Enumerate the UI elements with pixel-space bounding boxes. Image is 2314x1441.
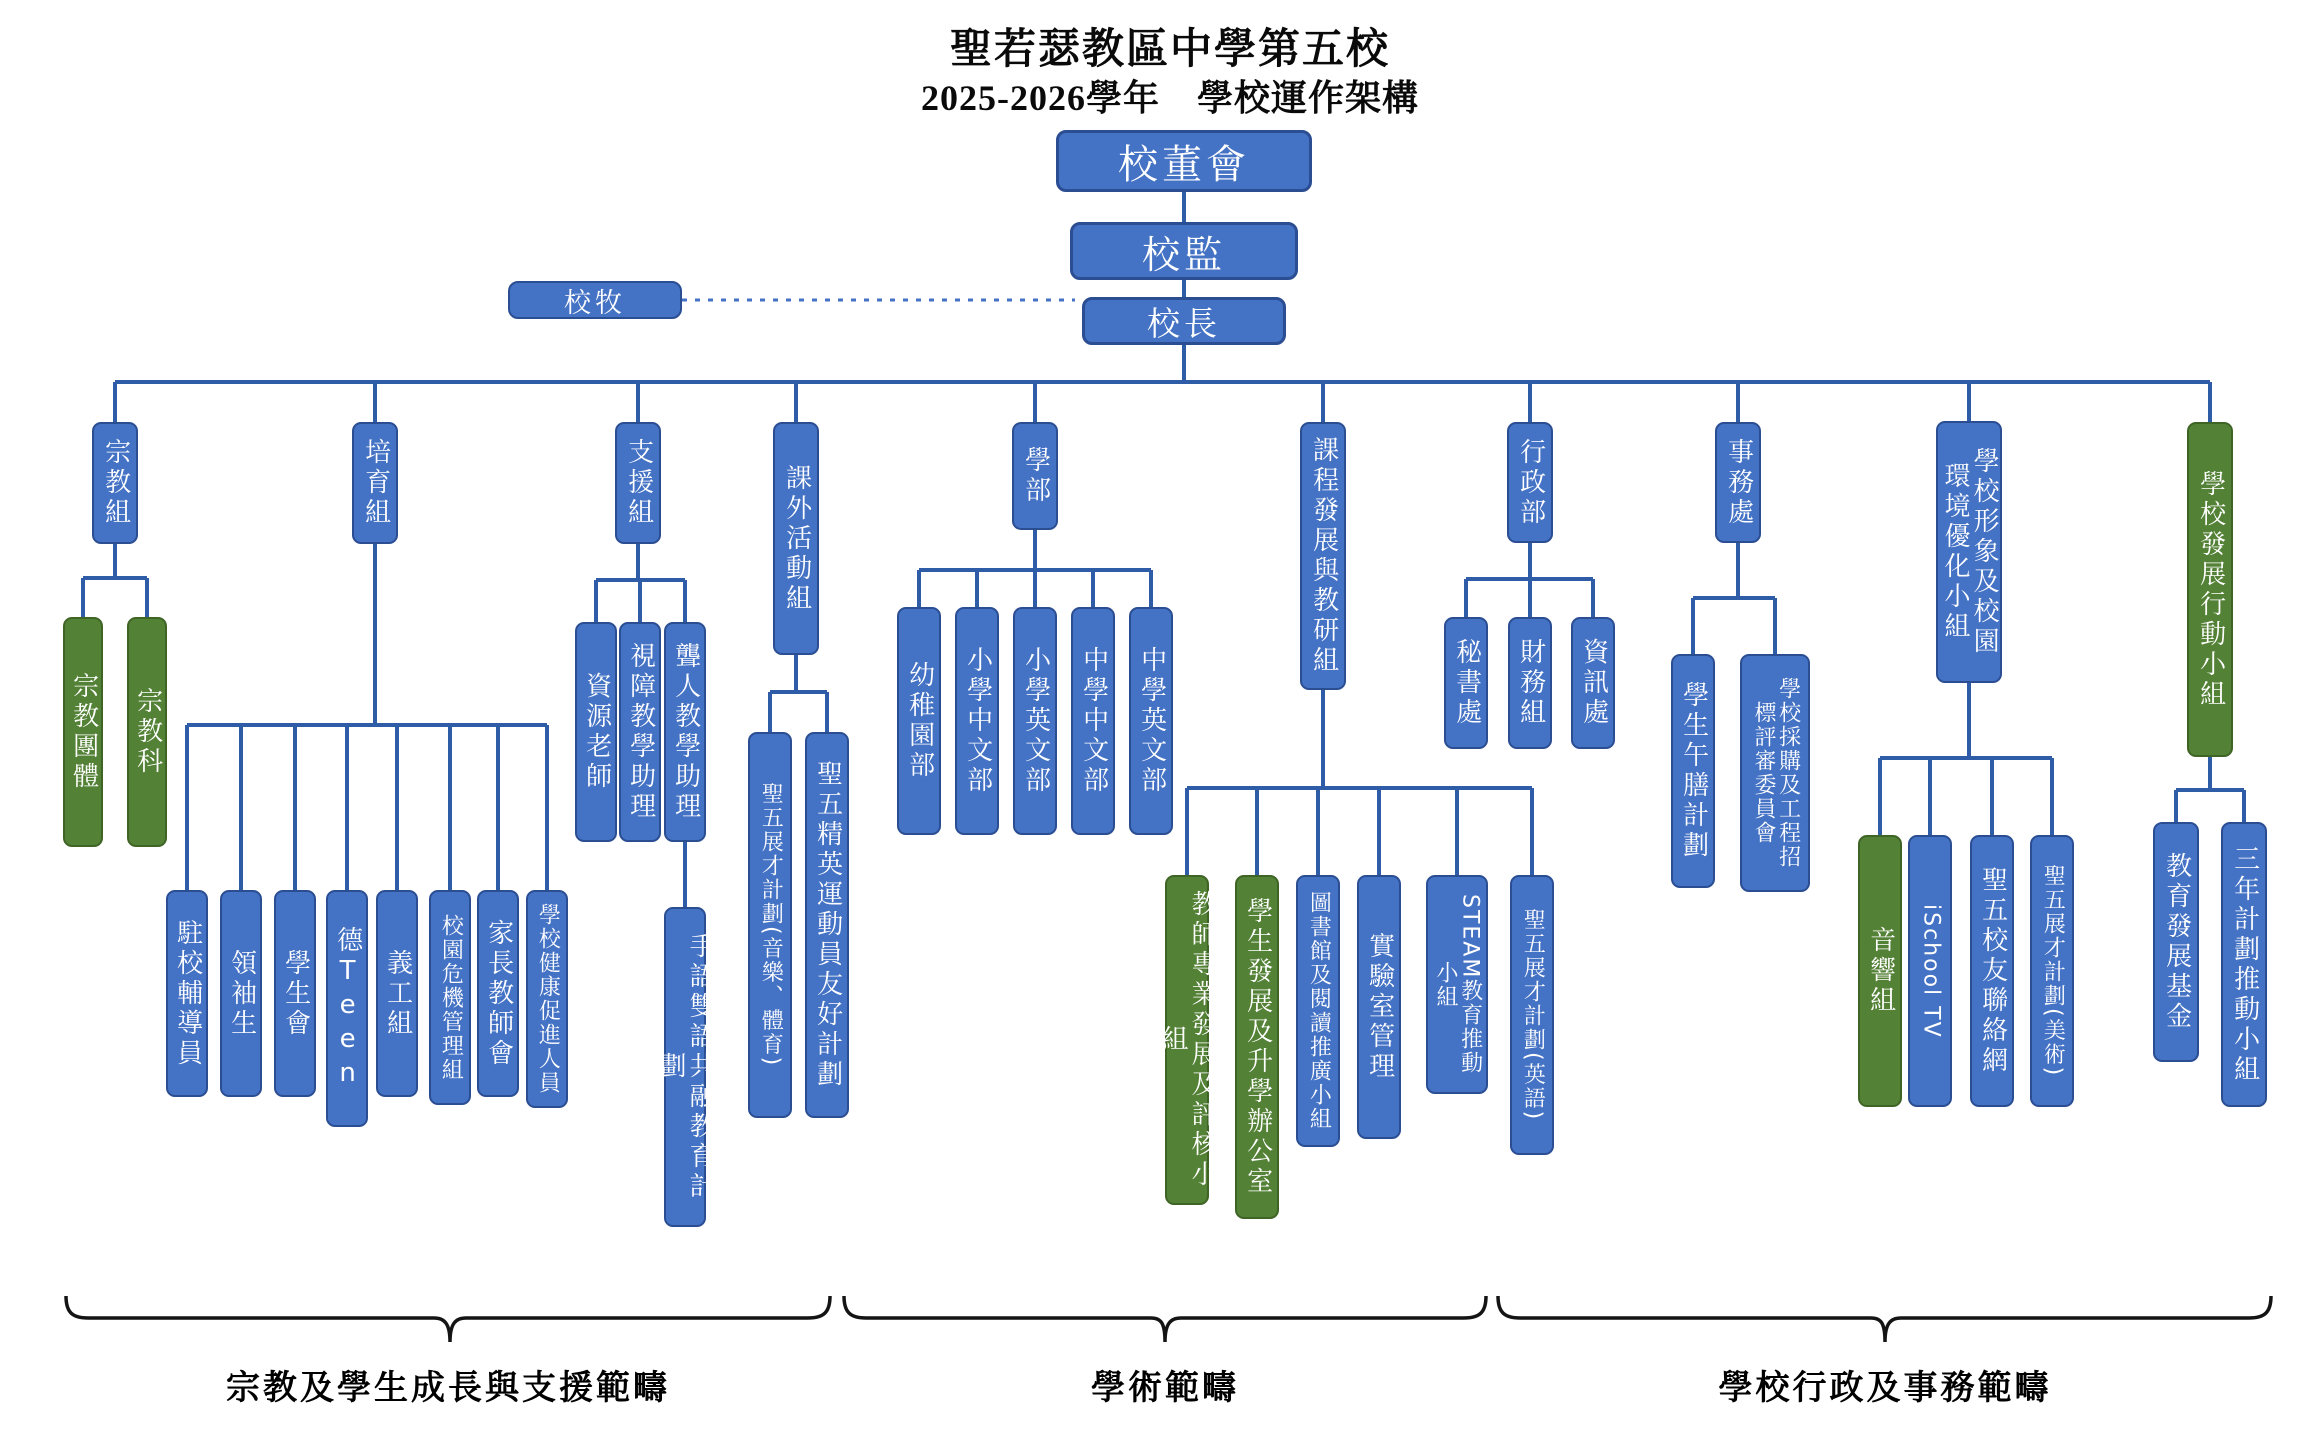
node-primary-english: 小學英文部 — [1013, 607, 1057, 835]
node-de-teen: 德Teen — [326, 890, 368, 1127]
zone-label-admin-affairs: 學校行政及事務範疇 — [1718, 1368, 2052, 1408]
node-education-fund: 教育發展基金 — [2153, 822, 2199, 1062]
node-pta: 家長教師會 — [477, 890, 519, 1097]
node-talent-music-pe: 聖五展才計劃(音樂、體育) — [748, 732, 792, 1118]
page-title: 聖若瑟教區中學第五校 — [949, 27, 1390, 73]
node-lunch-scheme: 學生午膳計劃 — [1671, 654, 1715, 888]
node-kindergarten: 幼稚園部 — [897, 607, 941, 835]
node-student-union: 學生會 — [274, 890, 316, 1097]
node-religious-studies: 宗教科 — [127, 617, 167, 847]
branch-admin: 行政部 — [1507, 422, 1553, 543]
node-talent-english: 聖五展才計劃(英語) — [1510, 875, 1554, 1155]
node-audio-team: 音響組 — [1858, 835, 1902, 1107]
branch-curriculum: 課程發展與教研組 — [1300, 422, 1346, 690]
zone-brackets — [66, 1296, 2271, 1342]
page-subtitle: 2025-2026學年 學校運作架構 — [921, 78, 1419, 118]
node-steam-education: STEAM教育推動小組 — [1426, 875, 1488, 1094]
branch-religious: 宗教組 — [92, 422, 138, 544]
node-ischool-tv: iSchool TV — [1908, 835, 1952, 1107]
node-library-reading: 圖書館及閱讀推廣小組 — [1296, 875, 1340, 1147]
node-resource-teacher: 資源老師 — [575, 622, 617, 842]
branch-general-affairs: 事務處 — [1715, 422, 1761, 543]
node-procurement-committee: 學校採購及工程招標評審委員會 — [1740, 654, 1810, 892]
node-primary-chinese: 小學中文部 — [955, 607, 999, 835]
node-teacher-development: 教師專業發展及評核小組 — [1165, 875, 1209, 1205]
node-school-counsellor: 駐校輔導員 — [166, 890, 208, 1097]
node-student-development-office: 學生發展及升學辦公室 — [1235, 875, 1279, 1219]
node-religious-bodies: 宗教團體 — [63, 617, 103, 847]
branch-development-action: 學校發展行動小組 — [2187, 422, 2233, 757]
node-finance: 財務組 — [1508, 617, 1552, 749]
zone-label-religious-support: 宗教及學生成長與支援範疇 — [226, 1368, 670, 1408]
node-it-office: 資訊處 — [1571, 617, 1615, 749]
branch-support: 支援組 — [615, 422, 661, 544]
node-talent-art: 聖五展才計劃(美術) — [2030, 835, 2074, 1107]
node-secretariat: 秘書處 — [1444, 617, 1488, 749]
node-alumni-network: 聖五校友聯絡網 — [1970, 835, 2014, 1107]
node-chaplain: 校牧 — [508, 281, 682, 319]
branch-divisions: 學部 — [1012, 422, 1058, 530]
node-health-promotion-staff: 學校健康促進人員 — [526, 890, 568, 1108]
node-secondary-english: 中學英文部 — [1129, 607, 1173, 835]
node-vi-teaching-assistant: 視障教學助理 — [619, 622, 661, 842]
node-school-board: 校董會 — [1056, 130, 1312, 192]
node-deaf-teaching-assistant: 聾人教學助理 — [664, 622, 706, 842]
node-prefects: 領袖生 — [220, 890, 262, 1097]
node-sign-bilingual-programme: 手語雙語共融教育計劃 — [664, 907, 706, 1227]
branch-image-environment: 學校形象及校園環境優化小組 — [1936, 421, 2002, 683]
node-elite-athlete-programme: 聖五精英運動員友好計劃 — [805, 732, 849, 1118]
branch-nurturing: 培育組 — [352, 422, 398, 544]
node-campus-crisis-management: 校園危機管理組 — [429, 890, 471, 1105]
node-volunteer-team: 義工組 — [376, 890, 418, 1097]
node-three-year-plan: 三年計劃推動小組 — [2221, 822, 2267, 1107]
node-secondary-chinese: 中學中文部 — [1071, 607, 1115, 835]
node-supervisor: 校監 — [1070, 222, 1298, 280]
node-lab-management: 實驗室管理 — [1357, 875, 1401, 1139]
branch-extracurricular: 課外活動組 — [773, 422, 819, 655]
zone-label-academic: 學術範疇 — [1091, 1368, 1239, 1408]
node-principal: 校長 — [1082, 297, 1286, 345]
